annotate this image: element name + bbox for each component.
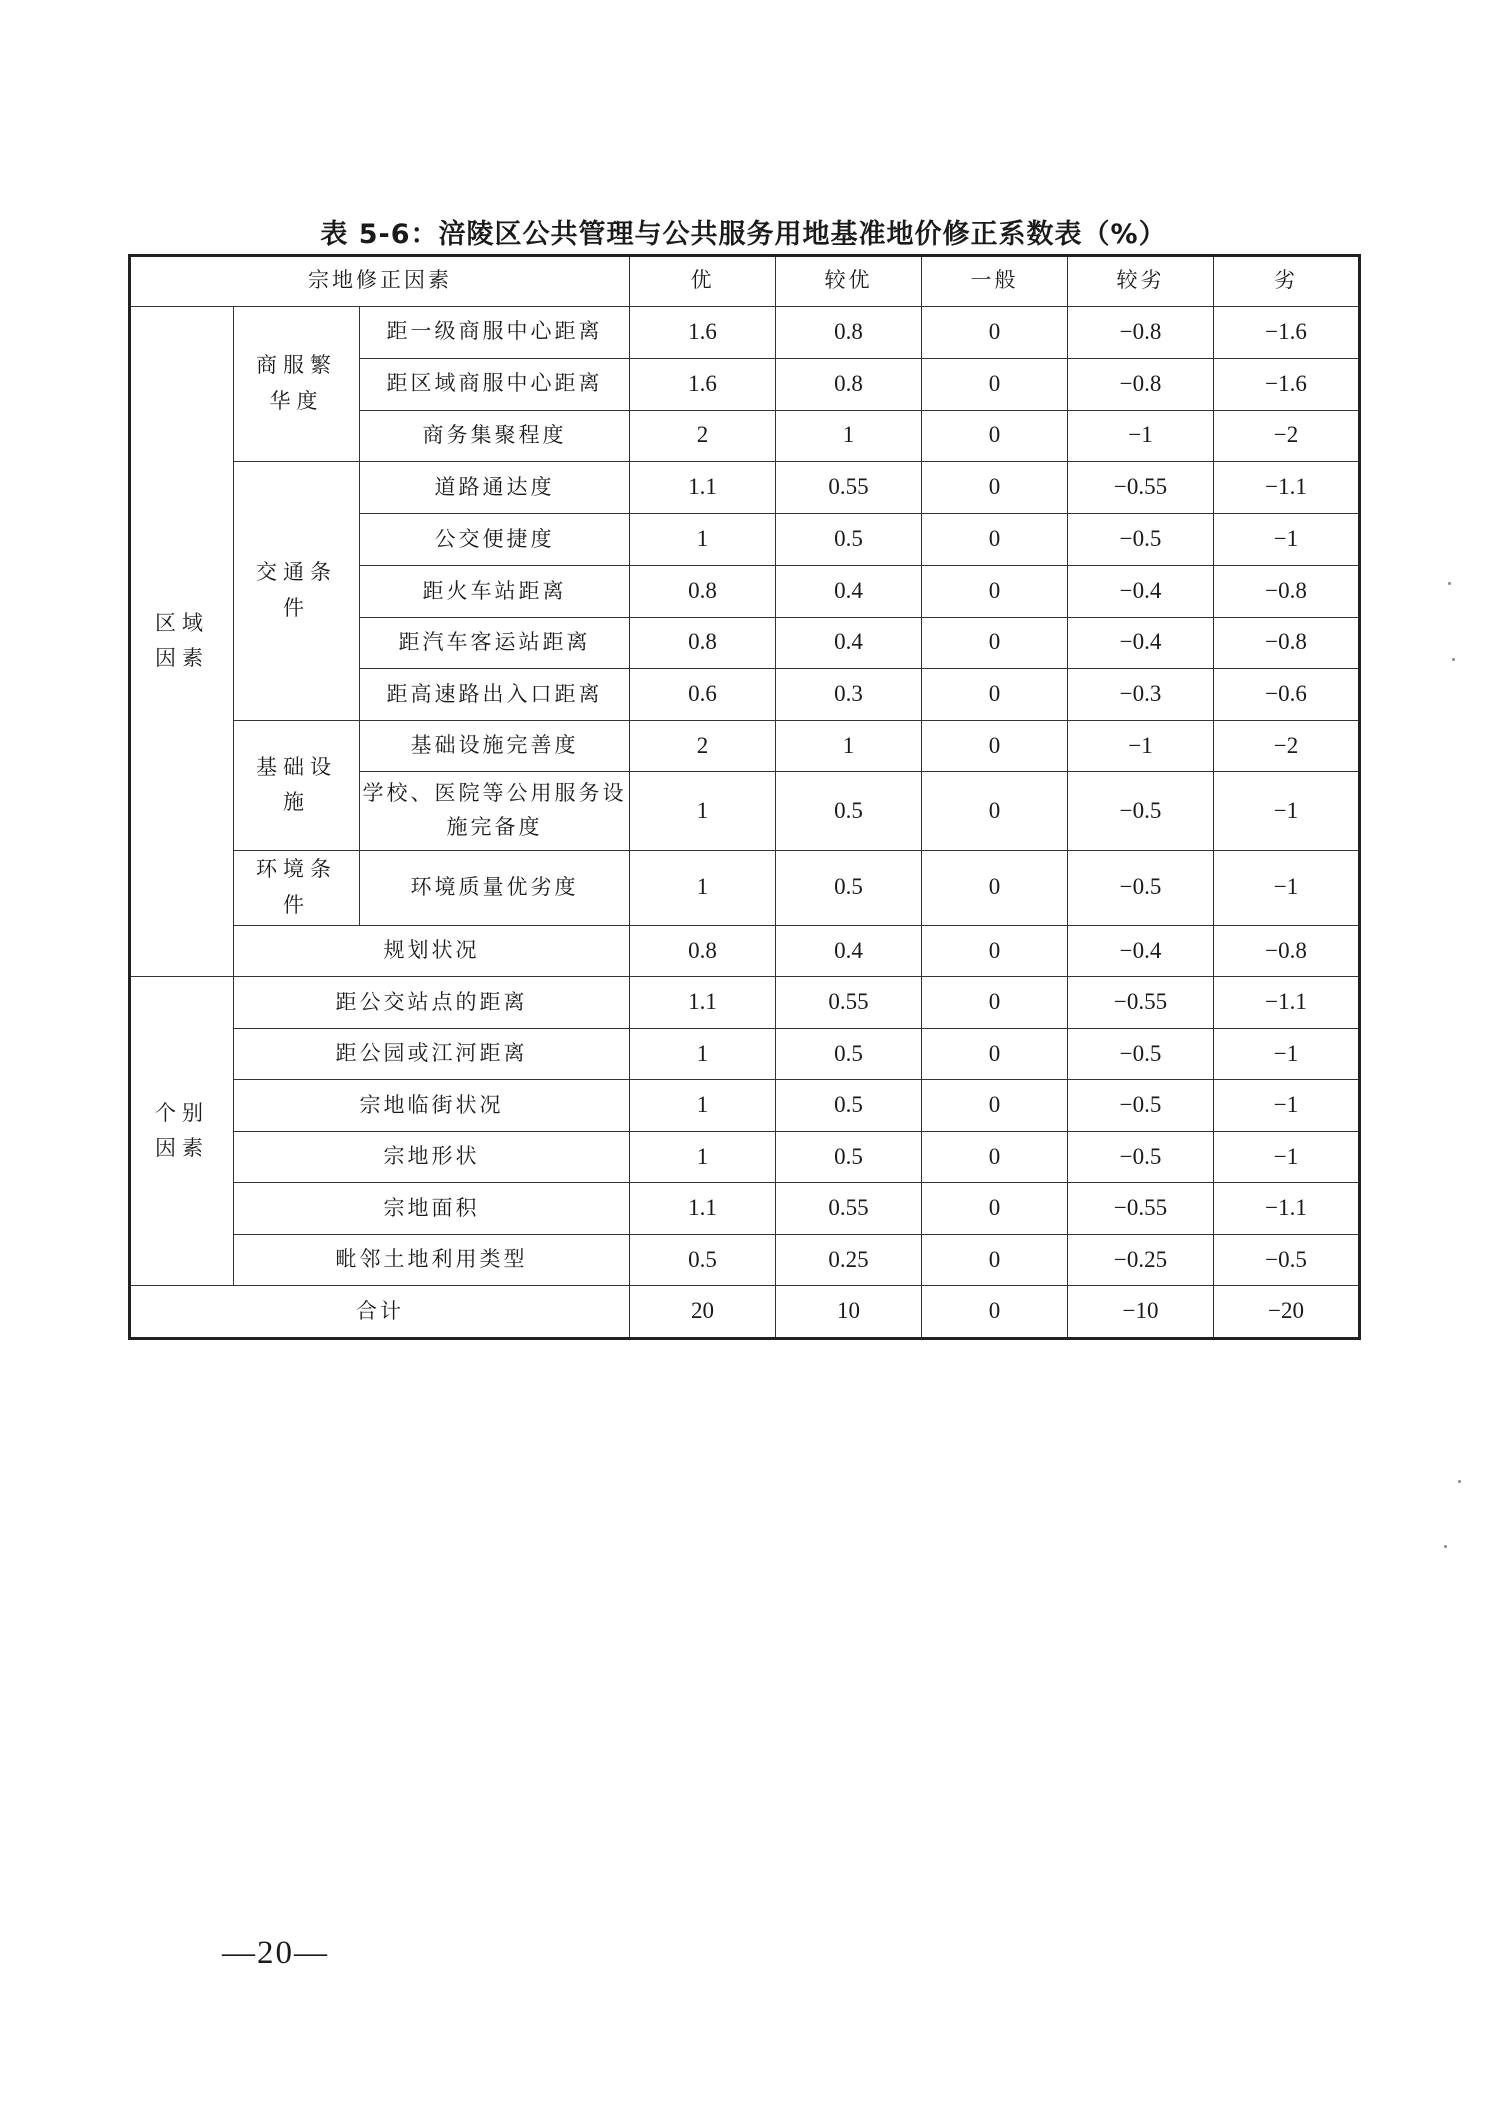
header-grade: 劣 [1214,256,1360,307]
value-cell: 0.5 [630,1234,776,1286]
value-cell: −1 [1214,1131,1360,1183]
value-cell: 0.5 [776,513,922,566]
value-cell: 0.4 [776,925,922,977]
value-cell: 0 [922,617,1068,669]
value-cell: 0.6 [630,669,776,721]
value-cell: −0.5 [1068,1131,1214,1183]
scan-speck [1448,582,1451,585]
value-cell: −0.5 [1068,772,1214,851]
value-cell: 0.8 [630,925,776,977]
value-cell: 1 [630,1028,776,1080]
value-cell: 0 [922,1286,1068,1339]
value-cell: 0.5 [776,772,922,851]
value-cell: 0 [922,566,1068,618]
value-cell: 2 [630,720,776,772]
value-cell: −0.6 [1214,669,1360,721]
subgroup-traffic: 交通条件 [234,462,360,721]
value-cell: 1.6 [630,359,776,411]
value-cell: 1.6 [630,306,776,359]
factor-name: 距区域商服中心距离 [360,359,630,411]
value-cell: −10 [1068,1286,1214,1339]
factor-name: 距高速路出入口距离 [360,669,630,721]
table-row [130,850,1360,925]
value-cell: 0.4 [776,566,922,618]
table-body [130,256,1360,1339]
page-number: —20— [222,1935,329,1971]
value-cell: 0.5 [776,1131,922,1183]
value-cell: −1 [1068,720,1214,772]
table-row [130,925,1360,977]
value-cell: 0 [922,977,1068,1029]
value-cell: −0.5 [1214,1234,1360,1286]
factor-name: 环境质量优劣度 [360,850,630,925]
value-cell: 1.1 [630,1183,776,1235]
table-row [130,1131,1360,1183]
value-cell: −1 [1068,410,1214,462]
value-cell: 2 [630,410,776,462]
value-cell: 0.55 [776,977,922,1029]
value-cell: 1 [630,1131,776,1183]
value-cell: −0.55 [1068,977,1214,1029]
factor-name: 距一级商服中心距离 [360,306,630,359]
factor-name: 宗地临街状况 [234,1080,630,1132]
factor-name: 距火车站距离 [360,566,630,618]
value-cell: 0 [922,925,1068,977]
total-label: 合计 [130,1286,630,1339]
subgroup-infrastructure: 基础设施 [234,720,360,850]
value-cell: −0.8 [1214,925,1360,977]
value-cell: −0.8 [1068,359,1214,411]
value-cell: −1.1 [1214,977,1360,1029]
value-cell: 0.8 [776,306,922,359]
header-grade: 优 [630,256,776,307]
value-cell: 0.5 [776,1080,922,1132]
header-grade: 一般 [922,256,1068,307]
value-cell: 0.5 [776,850,922,925]
total-row [130,1286,1360,1339]
table-row [130,977,1360,1029]
factor-name: 商务集聚程度 [360,410,630,462]
value-cell: 0.8 [630,566,776,618]
subgroup-environment: 环境条件 [234,850,360,925]
value-cell: 1 [776,720,922,772]
factor-name: 学校、医院等公用服务设施完备度 [360,772,630,851]
value-cell: 1 [630,772,776,851]
value-cell: −0.4 [1068,617,1214,669]
value-cell: 0 [922,1028,1068,1080]
value-cell: −1.6 [1214,359,1360,411]
value-cell: −1 [1214,1080,1360,1132]
value-cell: 1 [630,850,776,925]
header-grade: 较优 [776,256,922,307]
header-grade: 较劣 [1068,256,1214,307]
value-cell: −0.8 [1214,617,1360,669]
value-cell: 0 [922,306,1068,359]
table-row [130,1183,1360,1235]
factor-name: 距公园或江河距离 [234,1028,630,1080]
value-cell: 0 [922,513,1068,566]
factor-name: 毗邻土地利用类型 [234,1234,630,1286]
value-cell: 0.5 [776,1028,922,1080]
value-cell: −1.6 [1214,306,1360,359]
table-row [130,720,1360,772]
value-cell: −0.3 [1068,669,1214,721]
value-cell: −0.55 [1068,462,1214,514]
factor-name: 道路通达度 [360,462,630,514]
table-row [130,1028,1360,1080]
value-cell: 1 [630,513,776,566]
value-cell: 0 [922,1183,1068,1235]
value-cell: 0.3 [776,669,922,721]
table-title: 表 5-6：涪陵区公共管理与公共服务用地基准地价修正系数表（%） [320,219,1167,250]
value-cell: 0 [922,1131,1068,1183]
value-cell: 0 [922,720,1068,772]
value-cell: 0 [922,410,1068,462]
value-cell: −0.5 [1068,1028,1214,1080]
value-cell: −0.5 [1068,513,1214,566]
value-cell: 0 [922,850,1068,925]
header-factor: 宗地修正因素 [130,256,630,307]
value-cell: 0 [922,669,1068,721]
value-cell: 1.1 [630,977,776,1029]
value-cell: 0.4 [776,617,922,669]
value-cell: 10 [776,1286,922,1339]
value-cell: 1 [776,410,922,462]
value-cell: −0.5 [1068,1080,1214,1132]
value-cell: −1 [1214,850,1360,925]
factor-name: 距公交站点的距离 [234,977,630,1029]
factor-name: 宗地面积 [234,1183,630,1235]
table-row [130,1234,1360,1286]
value-cell: 0 [922,462,1068,514]
scan-speck [1452,658,1455,661]
value-cell: −1 [1214,1028,1360,1080]
value-cell: −0.8 [1068,306,1214,359]
value-cell: −0.5 [1068,850,1214,925]
factor-name: 距汽车客运站距离 [360,617,630,669]
value-cell: 0.8 [776,359,922,411]
factor-name: 基础设施完善度 [360,720,630,772]
value-cell: 0 [922,359,1068,411]
scan-speck [1444,1545,1447,1548]
value-cell: 20 [630,1286,776,1339]
value-cell: 1 [630,1080,776,1132]
factor-name: 宗地形状 [234,1131,630,1183]
value-cell: 0.8 [630,617,776,669]
value-cell: 1.1 [630,462,776,514]
value-cell: −2 [1214,410,1360,462]
factor-name: 规划状况 [234,925,630,977]
value-cell: −2 [1214,720,1360,772]
factor-name: 公交便捷度 [360,513,630,566]
correction-coefficient-table [128,254,1361,1340]
scan-speck [1458,1480,1461,1483]
header-row [130,256,1360,307]
table-row [130,306,1360,359]
value-cell: 0 [922,1080,1068,1132]
value-cell: 0 [922,1234,1068,1286]
value-cell: −1 [1214,513,1360,566]
value-cell: 0.55 [776,462,922,514]
value-cell: −1.1 [1214,1183,1360,1235]
value-cell: −0.4 [1068,566,1214,618]
value-cell: 0.55 [776,1183,922,1235]
value-cell: −1 [1214,772,1360,851]
value-cell: 0 [922,772,1068,851]
value-cell: 0.25 [776,1234,922,1286]
value-cell: −0.25 [1068,1234,1214,1286]
value-cell: −1.1 [1214,462,1360,514]
group-regional: 区域因素 [130,306,234,977]
value-cell: −20 [1214,1286,1360,1339]
subgroup-commerce: 商服繁华度 [234,306,360,462]
table-row [130,1080,1360,1132]
value-cell: −0.8 [1214,566,1360,618]
table-row [130,462,1360,514]
value-cell: −0.55 [1068,1183,1214,1235]
group-individual: 个别因素 [130,977,234,1286]
value-cell: −0.4 [1068,925,1214,977]
